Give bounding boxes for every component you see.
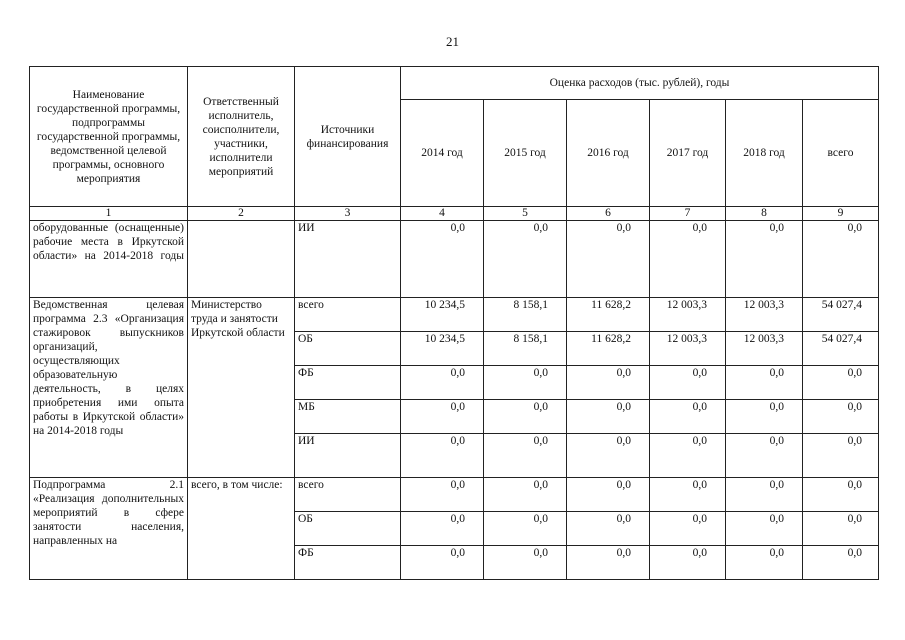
value-2018: 12 003,3 [726, 332, 803, 366]
value-2016: 0,0 [567, 366, 650, 400]
value-2014: 0,0 [401, 400, 484, 434]
value-total: 0,0 [803, 512, 879, 546]
column-index: 1 [30, 207, 188, 221]
column-index: 7 [650, 207, 726, 221]
value-2015: 0,0 [484, 546, 567, 580]
header-year-2017: 2017 год [650, 100, 726, 207]
value-2018: 0,0 [726, 400, 803, 434]
page-number: 21 [446, 34, 459, 49]
funding-source: МБ [295, 400, 401, 434]
header-executor-column: Ответственный исполнитель, соисполнители, участники, исполнители мероприятий [188, 67, 295, 207]
header-year-2018: 2018 год [726, 100, 803, 207]
funding-source: ИИ [295, 434, 401, 478]
table-row [30, 478, 879, 512]
value-total: 0,0 [803, 546, 879, 580]
value-total: 54 027,4 [803, 332, 879, 366]
value-2016: 11 628,2 [567, 298, 650, 332]
value-2016: 0,0 [567, 221, 650, 298]
value-2014: 0,0 [401, 366, 484, 400]
value-2018: 0,0 [726, 512, 803, 546]
value-2018: 0,0 [726, 478, 803, 512]
funding-source: ИИ [295, 221, 401, 298]
value-2015: 0,0 [484, 512, 567, 546]
value-2014: 0,0 [401, 546, 484, 580]
value-total: 0,0 [803, 434, 879, 478]
value-2016: 0,0 [567, 434, 650, 478]
funding-source: ФБ [295, 546, 401, 580]
executor [188, 221, 295, 298]
value-2017: 12 003,3 [650, 298, 726, 332]
column-index-row [30, 207, 879, 221]
funding-source: ОБ [295, 512, 401, 546]
funding-source: всего [295, 478, 401, 512]
program-name: Ведомственная целевая программа 2.3 «Организация стажировок выпускников организаций, осуществляющих образовательную деятельность, в целях приобретения ими опыта работы в Иркутской области» на 2014-2018 годы [30, 298, 188, 478]
value-2018: 0,0 [726, 366, 803, 400]
value-2018: 12 003,3 [726, 298, 803, 332]
value-2014: 10 234,5 [401, 332, 484, 366]
column-index: 8 [726, 207, 803, 221]
value-2015: 8 158,1 [484, 298, 567, 332]
column-index: 5 [484, 207, 567, 221]
value-2015: 0,0 [484, 478, 567, 512]
header-name-column: Наименование государственной программы, подпрограммы государственной программы, ведомственной целевой программы, основного мероприятия [30, 67, 188, 207]
value-2016: 0,0 [567, 400, 650, 434]
executor: Министерство труда и занятости Иркутской области [188, 298, 295, 478]
value-2017: 0,0 [650, 512, 726, 546]
program-name: оборудованные (оснащенные) рабочие места в Иркутской области» на 2014-2018 годы [30, 221, 188, 298]
header-cost-group: Оценка расходов (тыс. рублей), годы [401, 67, 879, 100]
header-year-2014: 2014 год [401, 100, 484, 207]
value-2017: 12 003,3 [650, 332, 726, 366]
value-2015: 0,0 [484, 366, 567, 400]
funding-source: всего [295, 298, 401, 332]
value-2018: 0,0 [726, 221, 803, 298]
value-2016: 0,0 [567, 546, 650, 580]
column-index: 2 [188, 207, 295, 221]
value-2015: 8 158,1 [484, 332, 567, 366]
value-2014: 0,0 [401, 221, 484, 298]
value-2014: 0,0 [401, 434, 484, 478]
value-total: 54 027,4 [803, 298, 879, 332]
funding-source: ФБ [295, 366, 401, 400]
value-2015: 0,0 [484, 221, 567, 298]
value-2017: 0,0 [650, 366, 726, 400]
header-source-column: Источники финансирования [295, 67, 401, 207]
funding-source: ОБ [295, 332, 401, 366]
table-row [30, 221, 879, 298]
value-2014: 10 234,5 [401, 298, 484, 332]
value-2016: 0,0 [567, 478, 650, 512]
value-2016: 11 628,2 [567, 332, 650, 366]
value-total: 0,0 [803, 366, 879, 400]
header-year-2015: 2015 год [484, 100, 567, 207]
value-total: 0,0 [803, 478, 879, 512]
value-2017: 0,0 [650, 221, 726, 298]
value-2017: 0,0 [650, 434, 726, 478]
column-index: 4 [401, 207, 484, 221]
column-index: 3 [295, 207, 401, 221]
column-index: 6 [567, 207, 650, 221]
value-2015: 0,0 [484, 434, 567, 478]
value-2016: 0,0 [567, 512, 650, 546]
program-name: Подпрограмма 2.1 «Реализация дополнительных мероприятий в сфере занятости населения, направленных на [30, 478, 188, 580]
executor: всего, в том числе: [188, 478, 295, 580]
value-2014: 0,0 [401, 478, 484, 512]
value-2017: 0,0 [650, 546, 726, 580]
value-2014: 0,0 [401, 512, 484, 546]
header-row-1 [30, 67, 879, 100]
value-total: 0,0 [803, 400, 879, 434]
budget-table [29, 66, 879, 580]
value-2017: 0,0 [650, 400, 726, 434]
value-2018: 0,0 [726, 434, 803, 478]
value-total: 0,0 [803, 221, 879, 298]
value-2015: 0,0 [484, 400, 567, 434]
value-2017: 0,0 [650, 478, 726, 512]
table-row [30, 298, 879, 332]
column-index: 9 [803, 207, 879, 221]
header-total: всего [803, 100, 879, 207]
value-2018: 0,0 [726, 546, 803, 580]
header-year-2016: 2016 год [567, 100, 650, 207]
